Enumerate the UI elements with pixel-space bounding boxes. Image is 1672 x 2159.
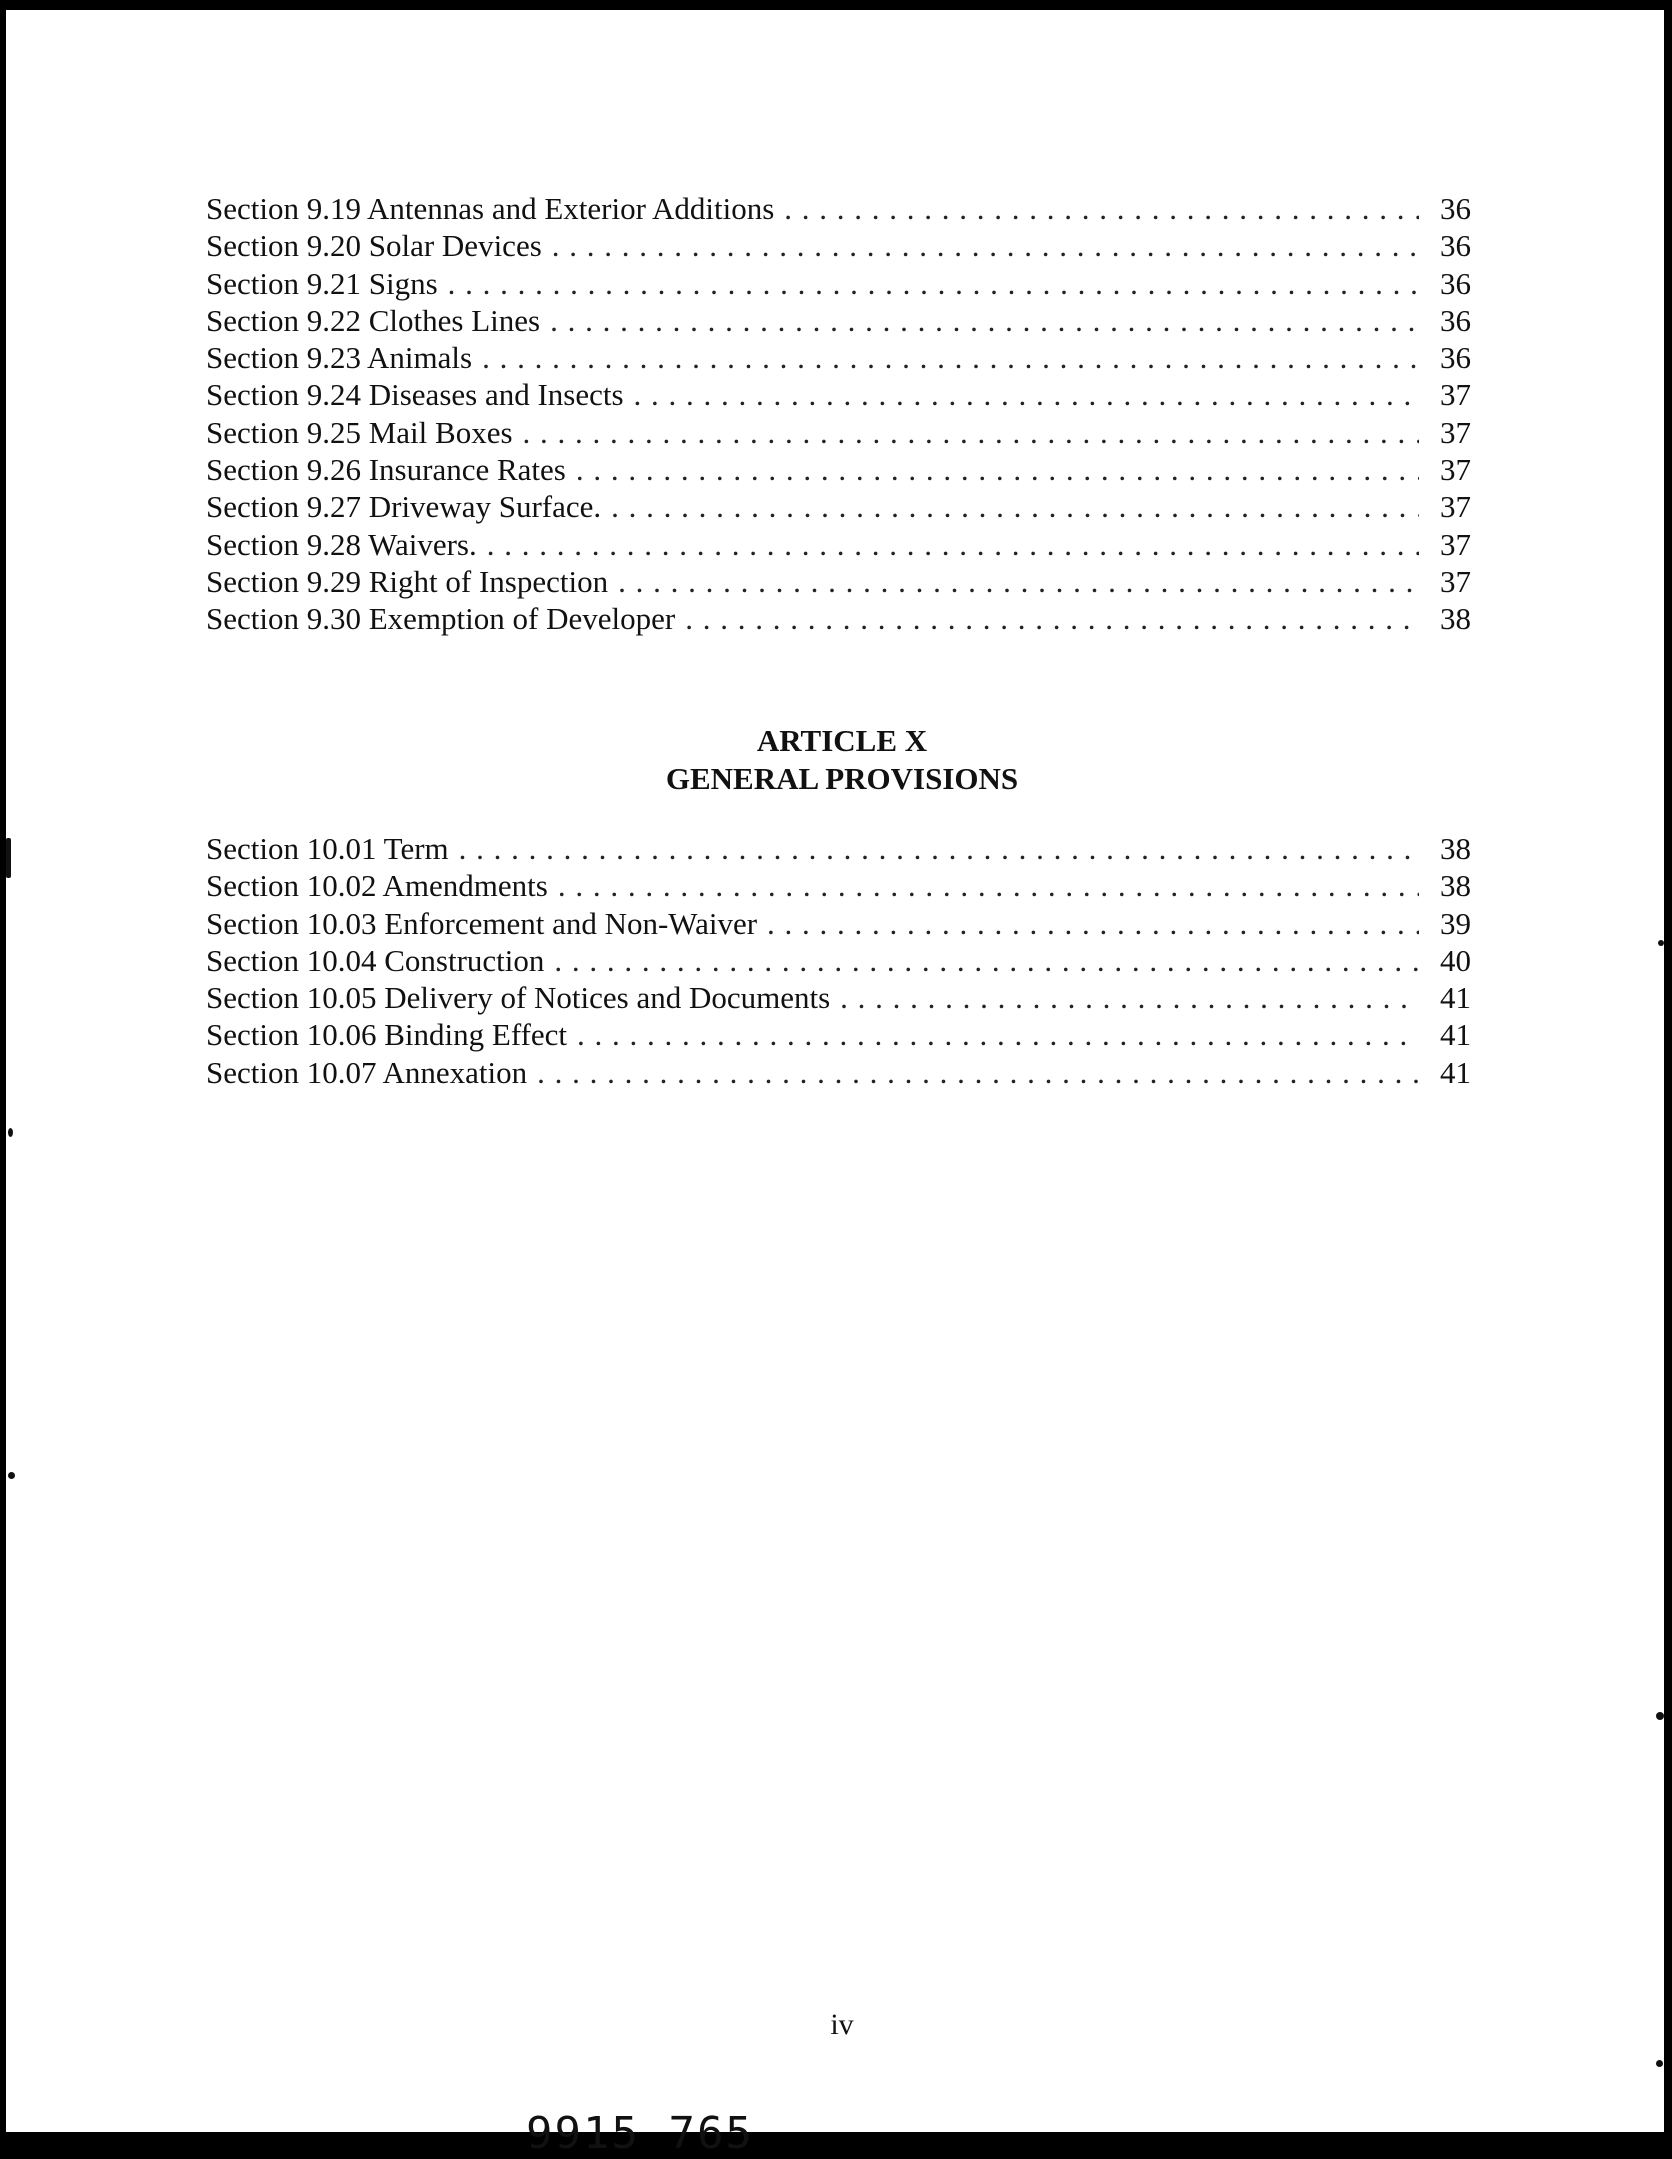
toc-entry-page: 37 [1440, 563, 1471, 599]
toc-entry-page: 38 [1440, 831, 1471, 866]
toc-list-article-x [206, 830, 1471, 1091]
toc-dot-leader [634, 376, 1419, 413]
toc-entry-label: Section 9.25 Mail Boxes [206, 414, 513, 450]
toc-entry-page: 36 [1440, 228, 1471, 264]
toc-entry-page: 36 [1440, 340, 1471, 376]
toc-entry [206, 1016, 1471, 1053]
toc-dot-leader [576, 451, 1419, 488]
scan-speck [6, 838, 11, 878]
toc-entry-page: 39 [1440, 905, 1471, 941]
toc-dot-leader [577, 1016, 1419, 1053]
toc-entry-label: Section 9.24 Diseases and Insects [206, 377, 624, 413]
toc-entry-page: 40 [1440, 942, 1471, 978]
toc-entry [206, 190, 1471, 227]
toc-entry [206, 339, 1471, 376]
toc-entry-label: Section 10.03 Enforcement and Non-Waiver [206, 905, 758, 941]
page-folio: iv [830, 2008, 854, 2041]
toc-entry-label: Section 10.05 Delivery of Notices and Documents [206, 980, 831, 1016]
toc-entry-label: Section 10.07 Annexation [206, 1054, 528, 1090]
toc-entry-page: 37 [1440, 452, 1471, 488]
toc-entry-page: 36 [1440, 265, 1471, 301]
toc-dot-leader [784, 190, 1419, 227]
document-page [6, 10, 1664, 2159]
toc-entry-label: Section 9.20 Solar Devices [206, 228, 542, 264]
toc-dot-leader [611, 488, 1419, 525]
toc-entry-page: 38 [1440, 868, 1471, 904]
toc-entry-page: 36 [1440, 302, 1471, 338]
toc-entry-label: Section 10.04 Construction [206, 942, 545, 978]
toc-entry-page: 38 [1440, 601, 1471, 637]
toc-entry-page: 41 [1440, 1054, 1471, 1090]
toc-entry [206, 414, 1471, 451]
toc-entry-page: 37 [1440, 526, 1471, 562]
toc-entry-label: Section 9.26 Insurance Rates [206, 452, 566, 488]
toc-entry [206, 942, 1471, 979]
toc-entry [206, 488, 1471, 525]
toc-entry-label: Section 9.22 Clothes Lines [206, 302, 541, 338]
toc-entry-label: Section 9.30 Exemption of Developer [206, 601, 676, 637]
toc-list-article-ix [206, 190, 1471, 638]
toc-entry [206, 451, 1471, 488]
document-control-number: 9915 765 [526, 2108, 754, 2159]
toc-entry [206, 600, 1471, 637]
scan-speck [8, 1128, 13, 1137]
toc-entry-label: Section 9.29 Right of Inspection [206, 563, 609, 599]
toc-dot-leader [558, 867, 1419, 904]
toc-dot-leader [448, 265, 1419, 302]
toc-entry-label: Section 10.06 Binding Effect [206, 1017, 568, 1053]
toc-dot-leader [487, 526, 1419, 563]
toc-entry-page: 37 [1440, 377, 1471, 413]
toc-entry-page: 36 [1440, 191, 1471, 226]
scan-speck [1658, 940, 1664, 946]
toc-entry-page: 37 [1440, 414, 1471, 450]
toc-entry [206, 1054, 1471, 1091]
toc-entry-label: Section 9.23 Animals [206, 340, 473, 376]
toc-entry [206, 376, 1471, 413]
toc-dot-leader [767, 905, 1419, 942]
toc-entry [206, 905, 1471, 942]
toc-entry-page: 41 [1440, 980, 1471, 1016]
toc-dot-leader [537, 1054, 1419, 1091]
toc-entry [206, 830, 1471, 867]
toc-entry-label: Section 10.02 Amendments [206, 868, 548, 904]
toc-dot-leader [550, 302, 1419, 339]
scan-speck [8, 1472, 15, 1479]
toc-entry-page: 37 [1440, 489, 1471, 525]
toc-entry-label: Section 10.01 Term [206, 831, 449, 866]
toc-entry [206, 526, 1471, 563]
article-number: ARTICLE X [756, 723, 928, 758]
toc-entry-label: Section 9.21 Signs [206, 265, 438, 301]
toc-dot-leader [552, 227, 1419, 264]
scan-speck [1656, 1712, 1664, 1720]
toc-dot-leader [840, 979, 1419, 1016]
toc-entry [206, 867, 1471, 904]
toc-dot-leader [482, 339, 1419, 376]
toc-entry-label: Section 9.27 Driveway Surface. [206, 489, 602, 525]
toc-entry [206, 302, 1471, 339]
toc-dot-leader [554, 942, 1419, 979]
toc-dot-leader [618, 563, 1419, 600]
toc-dot-leader [685, 600, 1419, 637]
toc-entry [206, 265, 1471, 302]
toc-dot-leader [523, 414, 1419, 451]
scan-speck [1656, 2060, 1663, 2067]
toc-entry-label: Section 9.19 Antennas and Exterior Additions [206, 191, 775, 226]
toc-entry-page: 41 [1440, 1017, 1471, 1053]
toc-entry [206, 227, 1471, 264]
article-heading [6, 722, 1672, 798]
toc-dot-leader [459, 830, 1419, 867]
toc-entry-label: Section 9.28 Waivers. [206, 526, 477, 562]
toc-entry [206, 979, 1471, 1016]
toc-entry [206, 563, 1471, 600]
article-title: GENERAL PROVISIONS [665, 761, 1019, 796]
